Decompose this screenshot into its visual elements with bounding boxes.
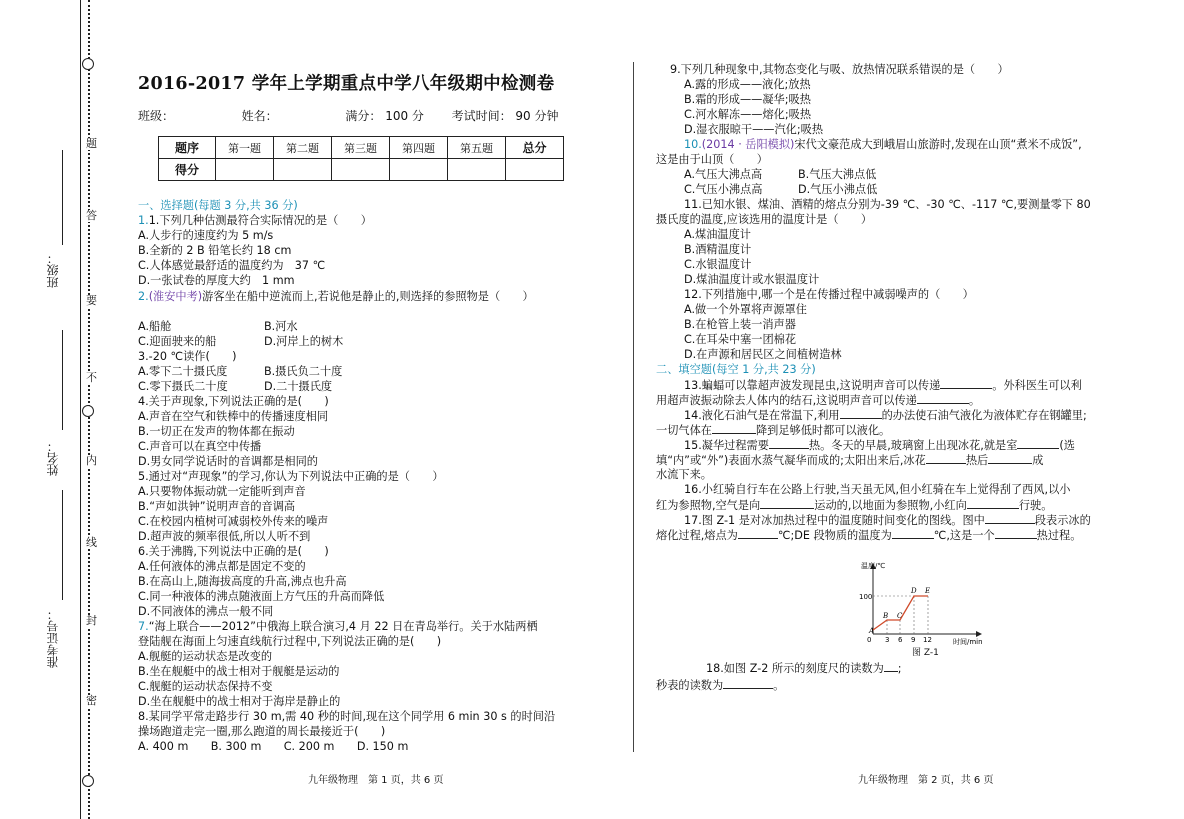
score-header-cell: 第二题 xyxy=(274,137,332,159)
answer-blank[interactable] xyxy=(884,660,898,672)
question-9: 9.下列几种现象中,其物态变化与吸、放热情况联系错误的是（ ） xyxy=(670,63,1009,76)
question-text: (选 xyxy=(1059,439,1075,452)
question-number: 10. xyxy=(684,138,702,151)
answer-blank[interactable] xyxy=(723,677,773,689)
question-8: 8.某同学平常走路步行 30 m,需 40 秒的时间,现在这个同学用 6 min 30 s 的时间沿 xyxy=(138,710,556,723)
option: D.煤油温度计或水银温度计 xyxy=(684,273,820,286)
option: D.河岸上的树木 xyxy=(264,335,344,348)
question-text: 热。冬天的早晨,玻璃窗上出现冰花,就是室 xyxy=(808,439,1018,452)
question-13 xyxy=(684,377,1082,393)
option: B.河水 xyxy=(264,320,298,333)
question-1: 1.1.下列几种估测最符合实际情况的是（ ） xyxy=(138,214,372,227)
score-header-cell: 第一题 xyxy=(216,137,274,159)
option: D.不同液体的沸点一般不同 xyxy=(138,605,274,618)
question-10-cont: 这是由于山顶（ ） xyxy=(656,153,768,166)
question-text: 填“内”或“外”)表面水蒸气凝华而成的;太阳出来后,冰花 xyxy=(656,454,926,467)
time-value: 90 分钟 xyxy=(515,109,559,123)
answer-blank[interactable] xyxy=(892,527,934,539)
score-header-cell: 总分 xyxy=(506,137,564,159)
origin-label: 0 xyxy=(867,636,872,644)
score-table xyxy=(158,136,564,181)
question-7-cont: 登陆舰在海面上匀速直线航行过程中,下列说法正确的是( ) xyxy=(138,635,442,648)
question-12: 12.下列措施中,哪一个是在传播过程中减弱噪声的（ ） xyxy=(684,288,974,301)
info-line xyxy=(138,107,559,124)
seal-char: 要 xyxy=(86,294,97,307)
question-15-cont xyxy=(656,452,1043,468)
question-17 xyxy=(684,512,1091,528)
question-text: 18.如图 Z-2 所示的刻度尺的读数为 xyxy=(706,662,884,675)
option: C.零下摄氏二十度 xyxy=(138,380,228,393)
x-tick: 6 xyxy=(898,636,903,644)
score-cell[interactable] xyxy=(448,159,506,181)
question-text: 用超声波振动除去人体内的结石,这说明声音可以传递 xyxy=(656,394,917,407)
answer-blank[interactable] xyxy=(840,407,882,419)
option: C.在校园内植树可减弱校外传来的噪声 xyxy=(138,515,329,528)
question-4: 4.关于声现象,下列说法正确的是( ) xyxy=(138,395,329,408)
option: B.坐在舰艇中的战士相对于舰艇是运动的 xyxy=(138,665,340,678)
question-source: (2014 · 岳阳模拟) xyxy=(701,138,795,151)
question-text: 秒表的读数为 xyxy=(656,679,724,692)
option: C.气压小沸点高 xyxy=(684,183,763,196)
question-15-cont2: 水流下来。 xyxy=(656,468,712,481)
full-score-value: 100 分 xyxy=(385,109,424,123)
question-15 xyxy=(684,437,1075,453)
answer-blank[interactable] xyxy=(988,452,1032,464)
question-text: ; xyxy=(897,662,902,675)
question-text: 熔化过程,熔点为 xyxy=(656,529,738,542)
binding-hole xyxy=(82,58,94,70)
full-score-label: 满分： xyxy=(345,109,382,123)
option: B.“声如洪钟”说明声音的音调高 xyxy=(138,500,296,513)
question-text: 1.下列几种估测最符合实际情况的是（ ） xyxy=(148,214,372,227)
option: B.全新的 2 B 铅笔长约 18 cm xyxy=(138,244,292,257)
score-cell[interactable] xyxy=(216,159,274,181)
class-field-label: 班级： xyxy=(46,252,60,288)
option: C.河水解冻——熔化;吸热 xyxy=(684,108,812,121)
option: D.气压小沸点低 xyxy=(798,183,878,196)
section-heading-fill: 二、填空题(每空 1 分,共 23 分) xyxy=(656,363,816,376)
page-footer-right: 九年级物理 第 2 页，共 6 页 xyxy=(858,775,994,786)
option: D.男女同学说话时的音调都是相同的 xyxy=(138,455,318,468)
name-field-label: 姓名： xyxy=(46,440,60,476)
question-text: 15.凝华过程需要 xyxy=(684,439,769,452)
question-text: 热过程。 xyxy=(1036,529,1082,542)
question-5: 5.通过对“声现象”的学习,你认为下列说法中正确的是（ ） xyxy=(138,470,444,483)
score-header-cell: 第五题 xyxy=(448,137,506,159)
score-table-score-row xyxy=(159,159,564,181)
seal-char: 密 xyxy=(86,694,97,707)
option: B.摄氏负二十度 xyxy=(264,365,343,378)
question-text: 热后 xyxy=(965,454,989,467)
question-text: 红为参照物,空气是向 xyxy=(656,499,761,512)
option: A.做一个外罩将声源罩住 xyxy=(684,303,807,316)
time-label: 考试时间： xyxy=(451,109,512,123)
option: A.人步行的速度约为 5 m/s xyxy=(138,229,274,242)
score-row-label: 得分 xyxy=(159,159,216,181)
score-cell[interactable] xyxy=(506,159,564,181)
question-source: (淮安中考) xyxy=(148,290,203,303)
answer-blank[interactable] xyxy=(926,452,966,464)
class-field-line[interactable] xyxy=(62,150,63,245)
option: D.超声波的频率很低,所以人听不到 xyxy=(138,530,311,543)
seal-char: 封 xyxy=(86,614,97,627)
question-text: 14.液化石油气是在常温下,利用 xyxy=(684,409,840,422)
answer-blank[interactable] xyxy=(967,497,1019,509)
class-label: 班级： xyxy=(138,109,175,123)
option: D.在声源和居民区之间植树造林 xyxy=(684,348,842,361)
option: D.坐在舰艇中的战士相对于海岸是静止的 xyxy=(138,695,341,708)
point-d-label: D xyxy=(911,587,917,595)
answer-blank[interactable] xyxy=(995,527,1037,539)
question-text: 的办法使石油气液化为液体贮存在钢罐里; xyxy=(881,409,1087,422)
question-text: 宋代文豪范成大到峨眉山旅游时,发现在山顶“煮米不成饭”, xyxy=(794,138,1082,151)
question-text: 行驶。 xyxy=(1018,499,1053,512)
question-11-cont: 摄氏度的温度,应该选用的温度计是（ ） xyxy=(656,213,873,226)
seal-char: 不 xyxy=(86,371,97,384)
section-heading-choice: 一、选择题(每题 3 分,共 36 分) xyxy=(138,199,298,212)
name-field-line[interactable] xyxy=(62,330,63,430)
option: A.露的形成——液化;放热 xyxy=(684,78,811,91)
seal-char: 题 xyxy=(86,137,97,150)
point-b-label: B xyxy=(883,612,889,620)
x-axis-label: 时间/min xyxy=(953,638,983,646)
option: A.煤油温度计 xyxy=(684,228,751,241)
question-7 xyxy=(138,619,538,634)
option: A.舰艇的运动状态是改变的 xyxy=(138,650,273,663)
x-tick: 3 xyxy=(885,636,890,644)
question-6: 6.关于沸腾,下列说法中正确的是( ) xyxy=(138,545,329,558)
option: D.二十摄氏度 xyxy=(264,380,333,393)
answer-blank[interactable] xyxy=(1017,437,1059,449)
option: C.在耳朵中塞一团棉花 xyxy=(684,333,797,346)
score-table-header-row xyxy=(159,137,564,159)
question-16: 16.小红骑自行车在公路上行驶,当天虽无风,但小红骑在车上觉得刮了西风,以小 xyxy=(684,483,1071,496)
question-text: 成 xyxy=(1032,454,1044,467)
x-tick: 12 xyxy=(923,636,932,644)
question-text: 游客坐在船中逆流而上,若说他是静止的,则选择的参照物是（ ） xyxy=(202,290,534,303)
seal-char: 线 xyxy=(86,536,97,549)
question-text: 17.图 Z-1 是对冰加热过程中的温度随时间变化的图线。图中 xyxy=(684,514,985,527)
exam-id-field-line[interactable] xyxy=(62,490,63,600)
option: B.霜的形成——凝华;吸热 xyxy=(684,93,811,106)
option: C.水银温度计 xyxy=(684,258,752,271)
question-text: 。 xyxy=(773,679,785,692)
exam-title: 2016-2017 学年上学期重点中学八年级期中检测卷 xyxy=(138,74,555,94)
binding-hole xyxy=(82,405,94,417)
question-text: 段表示冰的 xyxy=(1034,514,1091,527)
seal-char: 内 xyxy=(86,454,97,467)
answer-blank[interactable] xyxy=(940,377,992,389)
question-text: 。外科医生可以利 xyxy=(992,379,1082,392)
y-tick-100: 100 xyxy=(859,593,873,601)
option: C.同一种液体的沸点随液面上方气压的升高而降低 xyxy=(138,590,385,603)
point-c-label: C xyxy=(897,612,903,620)
question-13-cont xyxy=(656,392,980,408)
question-text: “海上联合——2012”中俄海上联合演习,4 月 22 日在青岛举行。关于水陆两栖 xyxy=(148,620,538,633)
name-label: 姓名： xyxy=(241,109,278,123)
option: C.舰艇的运动状态保持不变 xyxy=(138,680,273,693)
question-text: ℃,这是一个 xyxy=(933,529,995,542)
answer-blank[interactable] xyxy=(712,422,756,434)
option: B.在枪管上装一消声器 xyxy=(684,318,796,331)
figure-caption: 图 Z-1 xyxy=(912,648,939,658)
x-tick: 9 xyxy=(911,636,916,644)
score-header-cell: 题序 xyxy=(159,137,216,159)
answer-blank[interactable] xyxy=(760,497,814,509)
option: B.气压大沸点低 xyxy=(798,168,877,181)
option: C.声音可以在真空中传播 xyxy=(138,440,262,453)
option: A.任何液体的沸点都是固定不变的 xyxy=(138,560,306,573)
question-11: 11.已知水银、煤油、酒精的熔点分别为-39 ℃、-30 ℃、-117 ℃,要测量零下 80 xyxy=(684,198,1091,211)
option: A.零下二十摄氏度 xyxy=(138,365,228,378)
option: B.一切正在发声的物体都在振动 xyxy=(138,425,295,438)
option: A.声音在空气和铁棒中的传播速度相同 xyxy=(138,410,329,423)
question-16-cont xyxy=(656,497,1052,513)
question-17-cont xyxy=(656,527,1081,543)
question-number: 7. xyxy=(138,620,149,633)
question-text: 。 xyxy=(968,394,981,407)
question-text: 一切气体在 xyxy=(656,424,712,437)
score-cell[interactable] xyxy=(332,159,390,181)
question-2 xyxy=(138,289,534,304)
binding-margin xyxy=(0,0,100,819)
y-axis-label: 温度/℃ xyxy=(861,562,886,570)
option: A.气压大沸点高 xyxy=(684,168,763,181)
option: C.人体感觉最舒适的温度约为 37 ℃ xyxy=(138,259,326,272)
question-text: 降到足够低时都可以液化。 xyxy=(755,424,891,437)
option: D.湿衣服晾干——汽化;吸热 xyxy=(684,123,824,136)
option: A.只要物体振动就一定能听到声音 xyxy=(138,485,306,498)
page-divider xyxy=(633,62,634,752)
score-header-cell: 第三题 xyxy=(332,137,390,159)
question-14-cont xyxy=(656,422,890,438)
score-header-cell: 第四题 xyxy=(390,137,448,159)
question-10 xyxy=(684,137,1082,152)
option: C.迎面驶来的船 xyxy=(138,335,217,348)
option: B.在高山上,随海拔高度的升高,沸点也升高 xyxy=(138,575,347,588)
option: D.一张试卷的厚度大约 1 mm xyxy=(138,274,295,287)
point-a-label: A xyxy=(869,627,875,635)
binding-hole xyxy=(82,775,94,787)
question-3: 3.-20 ℃读作( ) xyxy=(138,350,237,363)
margin-solid-line xyxy=(80,0,81,819)
question-8-cont: 操场跑道走完一圈,那么跑道的周长最接近于( ) xyxy=(138,725,386,738)
answer-blank[interactable] xyxy=(769,437,809,449)
question-text: 13.蝙蝠可以靠超声波发现昆虫,这说明声音可以传递 xyxy=(684,379,941,392)
score-cell[interactable] xyxy=(390,159,448,181)
question-14 xyxy=(684,407,1087,423)
option: A.船舱 xyxy=(138,320,172,333)
page-footer-left: 九年级物理 第 1 页，共 6 页 xyxy=(308,775,444,786)
answer-blank[interactable] xyxy=(985,512,1035,524)
option-row: A. 400 m B. 300 m C. 200 m D. 150 m xyxy=(138,740,409,753)
answer-blank[interactable] xyxy=(917,392,969,404)
score-cell[interactable] xyxy=(274,159,332,181)
temperature-graph xyxy=(853,558,993,658)
point-e-label: E xyxy=(925,587,931,595)
answer-blank[interactable] xyxy=(738,527,778,539)
question-text: ℃;DE 段物质的温度为 xyxy=(777,529,892,542)
exam-id-field-label: 准考证号： xyxy=(46,608,60,668)
question-number: 2. xyxy=(138,290,149,303)
question-18-cont xyxy=(656,677,784,693)
seal-char: 答 xyxy=(86,209,97,222)
option: B.酒精温度计 xyxy=(684,243,752,256)
question-18 xyxy=(706,660,902,676)
question-text: 运动的,以地面为参照物,小红向 xyxy=(814,499,967,512)
